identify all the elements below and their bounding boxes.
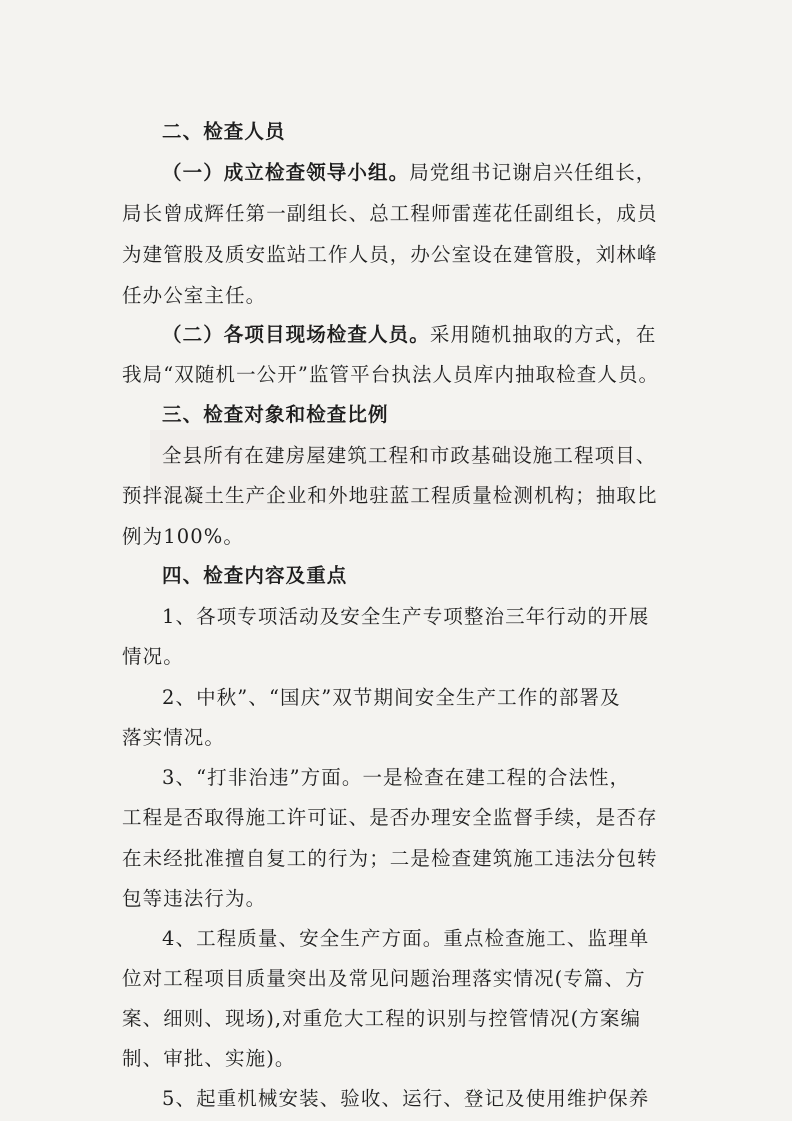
paragraph-line: 4、工程质量、安全生产方面。重点检查施工、监理单: [162, 927, 650, 950]
body-text: 局党组书记谢启兴任组长，: [409, 161, 657, 184]
paragraph-line: 包等违法行为。: [122, 887, 267, 910]
body-text: 采用随机抽取的方式，在: [429, 323, 657, 346]
paragraph-line: 1、各项专项活动及安全生产专项整治三年行动的开展: [162, 605, 650, 628]
section-heading: 三、检查对象和检查比例: [162, 403, 389, 426]
paragraph-line: 情况。: [122, 645, 184, 668]
paragraph-line: 3、“打非治违”方面。一是检查在建工程的合法性，: [162, 766, 631, 789]
paragraph-line: 位对工程项目质量突出及常见问题治理落实情况(专篇、方: [122, 967, 646, 990]
paragraph-line: 5、起重机械安装、验收、运行、登记及使用维护保养: [162, 1087, 650, 1110]
paragraph-line: 案、细则、现场),对重危大工程的识别与控管情况(方案编: [122, 1007, 642, 1030]
paragraph-line: 任办公室主任。: [122, 284, 267, 307]
paragraph-line: 落实情况。: [122, 726, 226, 749]
paragraph-line: 局长曾成辉任第一副组长、总工程师雷莲花任副组长，成员: [122, 202, 658, 225]
paragraph-line: 预拌混凝土生产企业和外地驻蓝工程质量检测机构；抽取比: [122, 484, 658, 507]
paragraph-line: 全县所有在建房屋建筑工程和市政基础设施工程项目、: [162, 444, 657, 467]
paragraph-line: 2、中秋”、“国庆”双节期间安全生产工作的部署及: [162, 686, 621, 709]
paragraph-line: [162, 322, 656, 348]
paragraph-line: 工程是否取得施工许可证、是否办理安全监督手续，是否存: [122, 806, 658, 829]
section-heading: 二、检查人员: [162, 120, 286, 143]
paragraph-line: 在未经批准擅自复工的行为；二是检查建筑施工违法分包转: [122, 847, 658, 870]
paragraph-line: 我局“双随机一公开”监管平台执法人员库内抽取检查人员。: [122, 363, 660, 386]
section-heading: 四、检查内容及重点: [162, 564, 348, 587]
paragraph-line: 为建管股及质安监站工作人员，办公室设在建管股，刘林峰: [122, 243, 658, 266]
subheading-text: （二）各项目现场检查人员。: [162, 323, 430, 346]
paragraph-line: [162, 160, 656, 186]
paragraph-line: 例为100%。: [122, 525, 244, 548]
subheading-text: （一）成立检查领导小组。: [162, 161, 410, 184]
paragraph-line: 制、审批、实施)。: [122, 1047, 296, 1070]
